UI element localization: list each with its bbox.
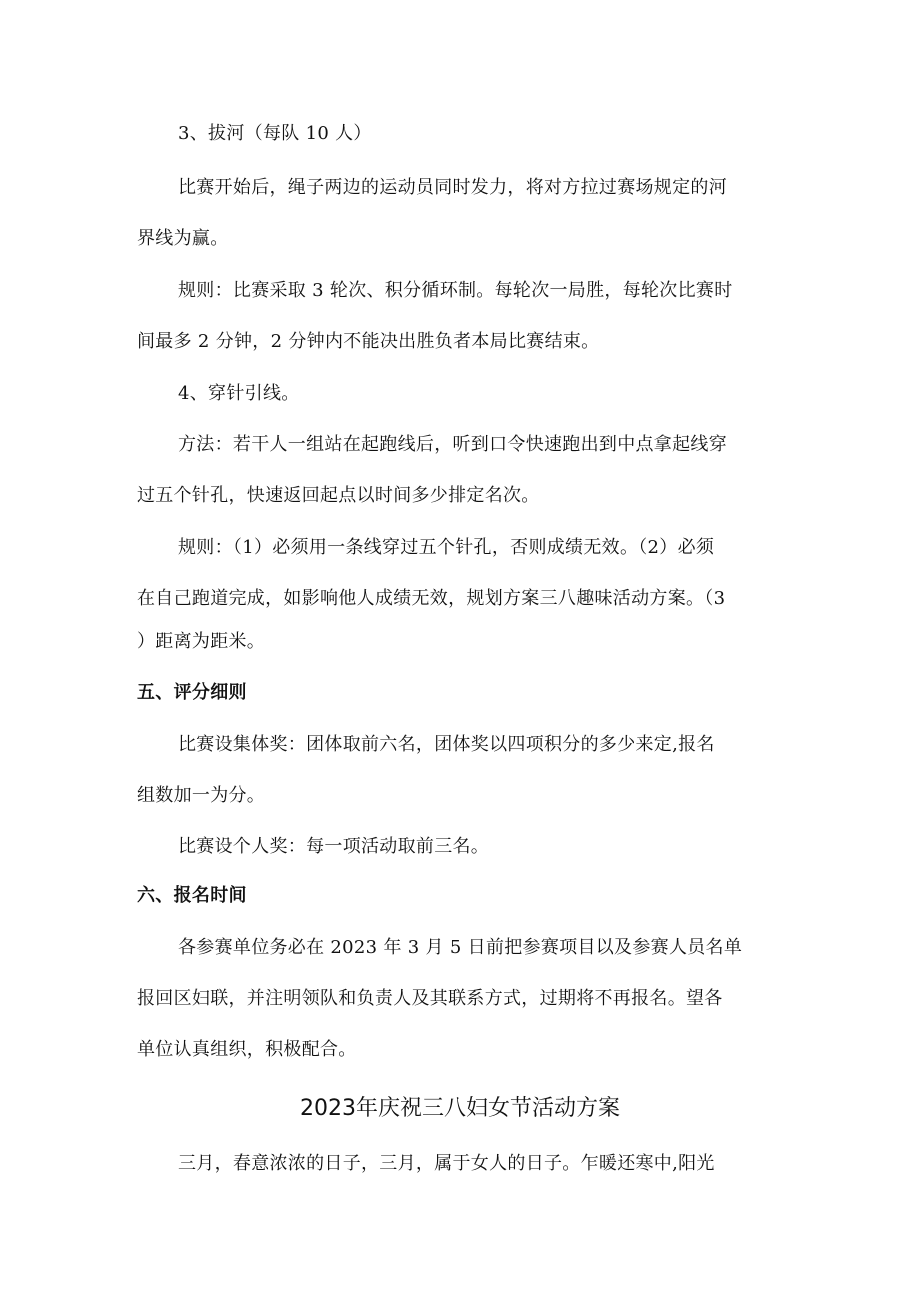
section-3-title: 3、拔河（每队 10 人） [178,123,372,144]
section-3-description-line-1: 比赛开始后，绳子两边的运动员同时发力，将对方拉过赛场规定的河 [178,177,727,198]
section-4-rule-line-1: 规则：（1）必须用一条线穿过五个针孔，否则成绩无效。（2）必须 [178,537,715,558]
scoring-line-3: 比赛设个人奖：每一项活动取前三名。 [178,836,490,857]
intro-line-1: 三月，春意浓浓的日子，三月，属于女人的日子。乍暖还寒中,阳光 [178,1153,715,1174]
signup-line-2: 报回区妇联，并注明领队和负责人及其联系方式，过期将不再报名。望各 [137,988,723,1009]
signup-line-3: 单位认真组织，积极配合。 [137,1039,357,1060]
section-3-rule-line-1: 规则：比赛采取 3 轮次、积分循环制。每轮次一局胜，每轮次比赛时 [178,280,733,301]
section-3-description-line-2: 界线为赢。 [137,228,229,249]
section-3-rule-line-2: 间最多 2 分钟，2 分钟内不能决出胜负者本局比赛结束。 [137,331,600,352]
section-4-rule-line-3: ）距离为距米。 [137,631,266,652]
section-6-heading: 六、报名时间 [137,885,247,906]
section-4-title: 4、穿针引线。 [178,383,300,404]
document-title: 2023年庆祝三八妇女节活动方案 [300,1096,620,1121]
section-4-method-line-2: 过五个针孔，快速返回起点以时间多少排定名次。 [137,485,540,506]
section-4-rule-line-2: 在自己跑道完成，如影响他人成绩无效，规划方案三八趣味活动方案。（3 [137,588,726,609]
signup-line-1: 各参赛单位务必在 2023 年 3 月 5 日前把参赛项目以及参赛人员名单 [178,937,743,958]
section-5-heading: 五、评分细则 [137,682,247,703]
section-4-method-line-1: 方法：若干人一组站在起跑线后，听到口令快速跑出到中点拿起线穿 [178,434,727,455]
scoring-line-1: 比赛设集体奖：团体取前六名，团体奖以四项积分的多少来定,报名 [178,734,715,755]
scoring-line-2: 组数加一为分。 [137,785,266,806]
